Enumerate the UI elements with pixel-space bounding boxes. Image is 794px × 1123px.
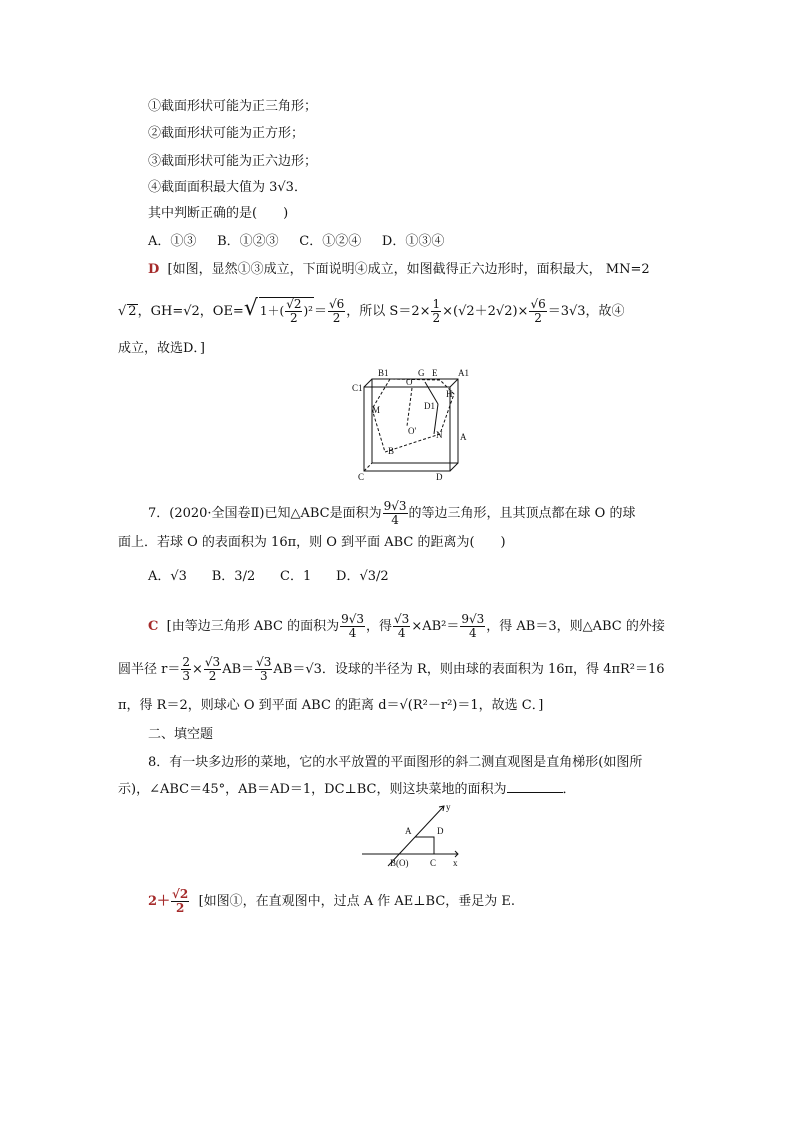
answer-letter: D (148, 262, 160, 277)
answer-blank (507, 780, 563, 793)
statement-4: ④截面面积最大值为 3√3． (148, 180, 307, 195)
trapezoid-figure (360, 800, 464, 872)
oe-expr: OE= (212, 304, 244, 319)
option-b: B．3/2 (211, 569, 256, 584)
question-8-line-2: 示)，∠ABC＝45°，AB＝AD＝1，DC⊥BC，则这块菜地的面积为 ． (118, 782, 576, 797)
solution-6-line-3: 成立，故选D．] (118, 341, 205, 356)
solution-6-line-1: D [如图，显然①③成立，下面说明④成立，如图截得正六边形时，面积最大， MN=2 (148, 262, 650, 277)
label-c1: C1 (352, 383, 363, 393)
label-m: M (372, 405, 381, 415)
label-a1: A1 (458, 368, 469, 378)
option-d: D．√3/2 (336, 569, 389, 584)
solution-7-line-1: C [由等边三角形 ABC 的面积为 $\frac{9√3}{4}$ ，得 $\frac{√3}{4}$ ×AB²＝ $\frac{9√3}{4}$ ，得 AB＝3，则△ABC 的外接 (148, 612, 665, 640)
statement-3: ③截面形状可能为正六边形； (148, 154, 318, 169)
option-c: C．1 (280, 569, 312, 584)
question-6-options (148, 233, 444, 251)
solution-7-line-2: 圆半径 r＝ $\frac{2}{3}$ × $\frac{√3}{2}$ AB＝ $\frac{√3}{3}$ AB＝√3．设球的半径为 R，则由球的表面积为 16π，得 4πR²＝16 (118, 655, 665, 683)
answer-value: 2＋ $\frac{√2}{2}$ (148, 887, 189, 915)
gh-expr: GH=√2 (150, 304, 200, 319)
statement-1: ①截面形状可能为正三角形； (148, 99, 318, 114)
label-c: C (430, 858, 437, 868)
label-a: A (405, 826, 412, 836)
solution-7-line-3: π，得 R＝2，则球心 O 到平面 ABC 的距离 d＝√(R²－r²)＝1，故选 C．] (118, 698, 544, 713)
option-a: A．√3 (148, 569, 187, 584)
statement-2: ②截面形状可能为正方形； (148, 126, 305, 141)
label-o: O (406, 377, 413, 387)
label-d: D (436, 472, 443, 482)
answer-letter: C (148, 619, 159, 634)
label-g: G (418, 368, 425, 378)
mn-expr: MN=2 (605, 262, 650, 277)
label-h: H (446, 389, 453, 399)
question-7-stem-2: 面上．若球 O 的表面积为 16π，则 O 到平面 ABC 的距离为( ) (118, 535, 506, 550)
option-c: C．①②④ (299, 234, 362, 249)
label-c: C (358, 472, 365, 482)
question-7-stem-1: 7．(2020·全国卷Ⅱ)已知△ABC是面积为 $\frac{9√3}{4}$ 的等边三角形，且其顶点都在球 O 的球 (148, 499, 636, 527)
label-y: y (446, 802, 451, 812)
front-face (364, 387, 450, 471)
label-d1: D1 (424, 401, 435, 411)
label-a: A (460, 432, 467, 442)
section-heading: 二、填空题 (148, 727, 214, 742)
label-o-prime: O' (408, 426, 417, 436)
label-b1: B1 (378, 368, 389, 378)
label-d: D (437, 826, 444, 836)
label-bo: B(O) (390, 858, 409, 868)
trapezoid-edges (415, 837, 434, 854)
label-e: E (432, 368, 438, 378)
question-6-ask: 其中判断正确的是( ) (148, 206, 289, 221)
solution-8: 2＋ $\frac{√2}{2}$ [如图①，在直观图中，过点 A 作 AE⊥BC，垂足为 E. (148, 887, 516, 915)
solution-6-line-2: √ 2，GH=√2，OE=√ 1＋( $\frac{√2}{2}$ )²＝ $\frac{√6}{2}$ ，所以 S＝2× $\frac{1}{2}$ ×(√2＋2√2)× $\frac{√6}{2}$ ＝3√3，故④ (118, 296, 625, 325)
area-fraction: $\frac{9√3}{4}$ (383, 499, 407, 527)
option-b: B．①②③ (217, 234, 279, 249)
question-8-line-1: 8．有一块多边形的菜地，它的水平放置的平面图形的斜二测直观图是直角梯形(如图所 (148, 755, 643, 770)
option-d: D．①③④ (381, 234, 445, 249)
question-7-options (148, 566, 389, 588)
label-b: B (388, 446, 395, 456)
y-axis (388, 806, 444, 866)
label-x: x (453, 858, 458, 868)
cube-figure (350, 364, 480, 482)
option-a: A．①③ (148, 234, 197, 249)
label-n: N (436, 430, 443, 440)
